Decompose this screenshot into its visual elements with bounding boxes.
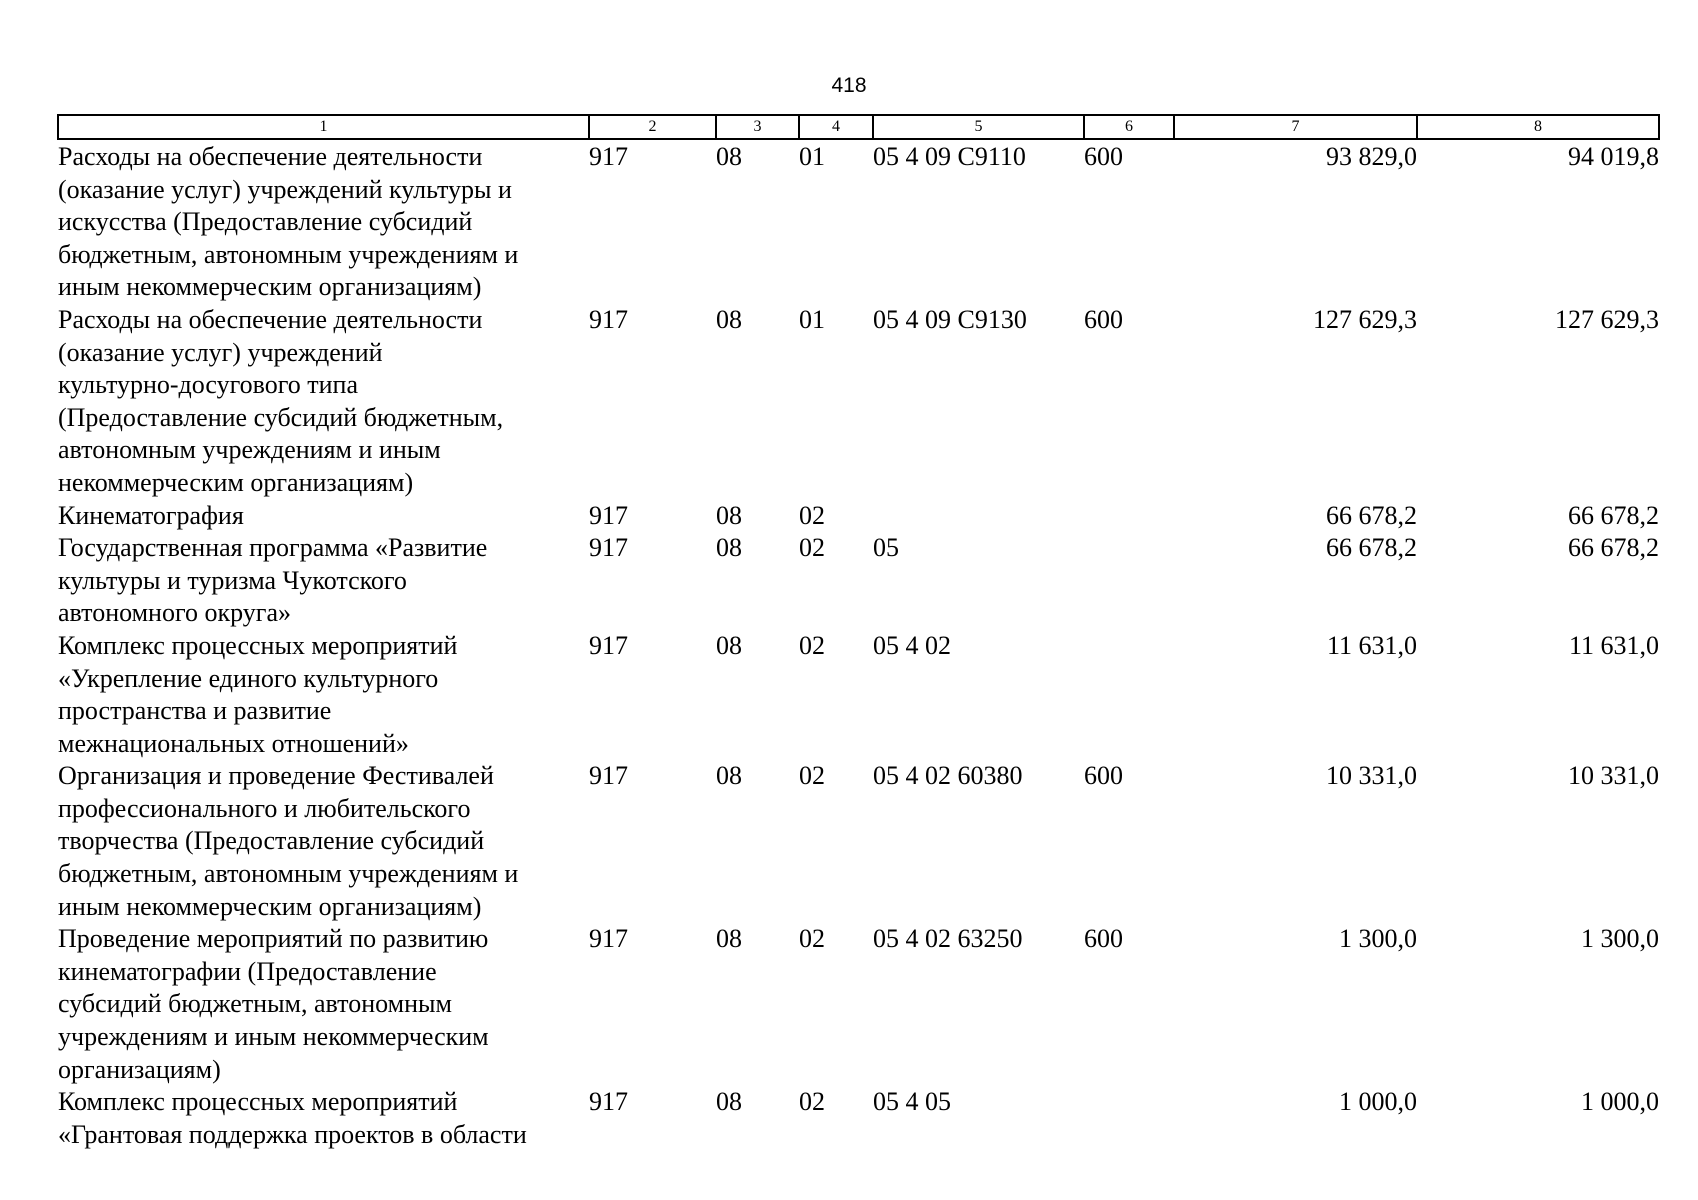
expense-type-code — [1084, 1086, 1174, 1151]
section-code: 08 — [716, 924, 742, 954]
table-row — [58, 1086, 1659, 1151]
expense-name: Кинематография — [58, 500, 244, 530]
page-number: 418 — [831, 74, 867, 97]
amount-col7: 1 000,0 — [1339, 1087, 1417, 1117]
table-row — [58, 923, 1659, 1086]
admin-code: 917 — [589, 1087, 628, 1117]
section-code: 08 — [716, 761, 742, 791]
expense-name: Комплекс процессных мероприятий «Укрепление единого культурного пространства и развитие межнациональных отношений» — [58, 630, 458, 758]
admin-code: 917 — [589, 630, 628, 660]
expense-type-code: 600 — [1084, 304, 1123, 334]
expense-type-code — [1084, 500, 1174, 533]
subsection-code: 01 — [799, 142, 825, 171]
table-row — [58, 760, 1659, 923]
table-header — [58, 115, 1659, 139]
admin-code: 917 — [589, 924, 628, 954]
amount-col8: 127 629,3 — [1555, 304, 1659, 334]
admin-code: 917 — [589, 304, 628, 334]
target-article-code: 05 4 09 С9110 — [873, 142, 1026, 171]
table-row — [58, 304, 1659, 500]
amount-col8: 66 678,2 — [1568, 533, 1659, 563]
expense-name: Комплекс процессных мероприятий «Грантовая поддержка проектов в области — [58, 1087, 527, 1149]
target-article-code: 05 4 02 — [873, 630, 951, 660]
amount-col8: 1 000,0 — [1581, 1087, 1659, 1117]
subsection-code: 02 — [799, 1087, 825, 1117]
subsection-code: 02 — [799, 630, 825, 660]
amount-col7: 93 829,0 — [1326, 142, 1417, 171]
column-header: 4 — [799, 115, 873, 139]
amount-col7: 1 300,0 — [1339, 924, 1417, 954]
target-article-code: 05 4 09 С9130 — [873, 304, 1027, 334]
amount-col7: 11 631,0 — [1326, 630, 1417, 660]
expense-name: Расходы на обеспечение деятельности (оказание услуг) учреждений культурно-досугового типа (Предоставление субсидий бюджетным, автономным учреждениям и иным некоммерческим организациям) — [58, 304, 504, 497]
target-article-code: 05 4 02 63250 — [873, 924, 1023, 954]
amount-col8: 94 019,8 — [1568, 142, 1659, 171]
column-header: 8 — [1417, 115, 1659, 139]
amount-col7: 127 629,3 — [1313, 304, 1417, 334]
expense-type-code: 600 — [1084, 761, 1123, 791]
amount-col8: 1 300,0 — [1581, 924, 1659, 954]
table-row — [58, 500, 1659, 533]
column-header: 7 — [1174, 115, 1417, 139]
section-code: 08 — [716, 500, 742, 530]
expense-type-code — [1084, 532, 1174, 630]
budget-table — [57, 114, 1660, 1151]
amount-col7: 10 331,0 — [1326, 761, 1417, 791]
subsection-code: 01 — [799, 304, 825, 334]
table-row — [58, 139, 1659, 304]
expense-type-code — [1084, 630, 1174, 760]
target-article-code: 05 4 02 60380 — [873, 761, 1023, 791]
expense-name: Проведение мероприятий по развитию кинематографии (Предоставление субсидий бюджетным, автономным учреждениям и иным некоммерческим организациям) — [58, 924, 489, 1084]
amount-col7: 66 678,2 — [1326, 500, 1417, 530]
amount-col8: 66 678,2 — [1568, 500, 1659, 530]
admin-code: 917 — [589, 533, 628, 563]
subsection-code: 02 — [799, 533, 825, 563]
table-row — [58, 630, 1659, 760]
column-header: 3 — [716, 115, 799, 139]
header-row — [58, 115, 1659, 139]
column-header: 6 — [1084, 115, 1174, 139]
target-article-code: 05 4 05 — [873, 1087, 951, 1117]
section-code: 08 — [716, 142, 742, 171]
admin-code: 917 — [589, 761, 628, 791]
subsection-code: 02 — [799, 761, 825, 791]
column-header: 1 — [58, 115, 589, 139]
section-code: 08 — [716, 533, 742, 563]
expense-name: Государственная программа «Развитие культуры и туризма Чукотского автономного округа» — [58, 533, 488, 628]
section-code: 08 — [716, 304, 742, 334]
admin-code: 917 — [589, 500, 628, 530]
table-body — [58, 139, 1659, 1151]
expense-name: Расходы на обеспечение деятельности (оказание услуг) учреждений культуры и искусства (Предоставление субсидий бюджетным, автономным учреждениям и иным некоммерческим организациям) — [58, 142, 519, 302]
subsection-code: 02 — [799, 924, 825, 954]
target-article-code: 05 — [873, 533, 899, 563]
amount-col8: 11 631,0 — [1568, 630, 1659, 660]
column-header: 5 — [873, 115, 1084, 139]
amount-col7: 66 678,2 — [1326, 533, 1417, 563]
target-article-code — [873, 500, 1084, 533]
section-code: 08 — [716, 630, 742, 660]
amount-col8: 10 331,0 — [1568, 761, 1659, 791]
section-code: 08 — [716, 1087, 742, 1117]
admin-code: 917 — [589, 142, 628, 171]
table-row — [58, 532, 1659, 630]
expense-type-code: 600 — [1084, 924, 1123, 954]
subsection-code: 02 — [799, 500, 825, 530]
expense-name: Организация и проведение Фестивалей профессионального и любительского творчества (Предоставление субсидий бюджетным, автономным учреждениям и иным некоммерческим организациям) — [58, 761, 519, 921]
column-header: 2 — [589, 115, 716, 139]
expense-type-code: 600 — [1084, 142, 1123, 171]
